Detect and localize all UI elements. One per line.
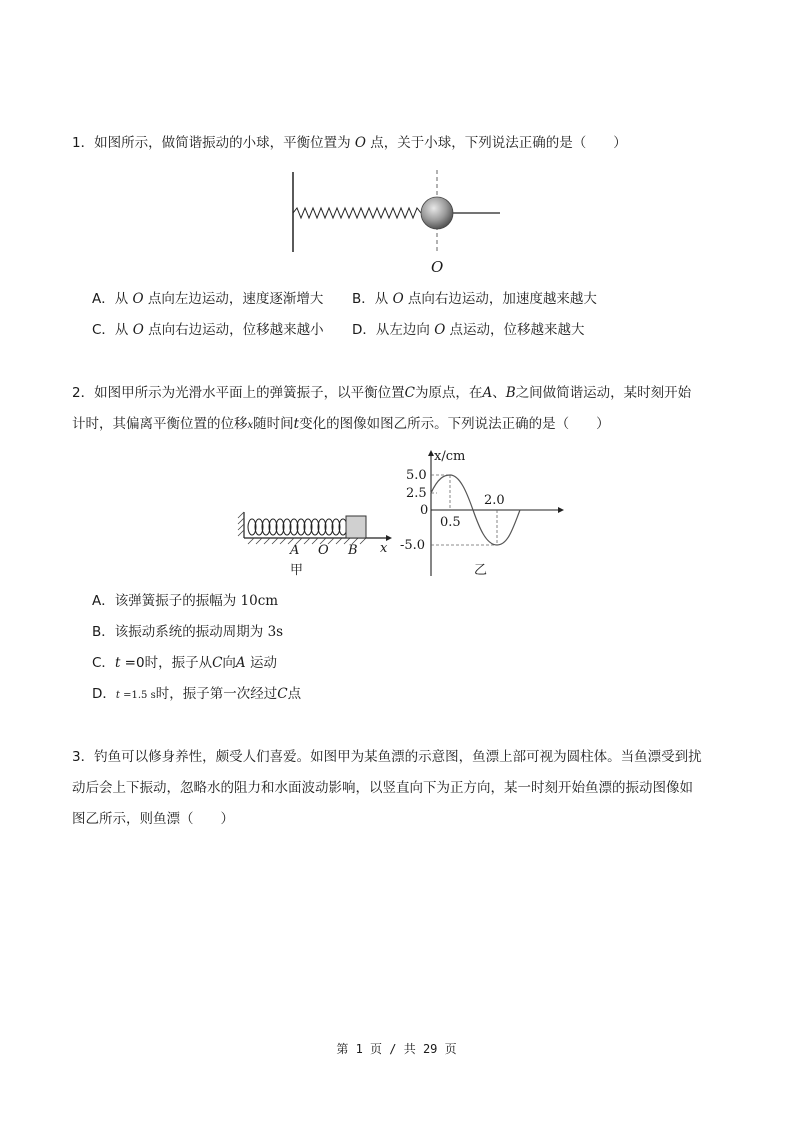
q2-yi-label-5: 5.0: [406, 468, 427, 483]
q2-jia-label-x: x: [380, 541, 388, 556]
q1-spring-ball-figure: [285, 170, 515, 280]
q2-yi-label-y-axis: x/cm: [434, 449, 466, 464]
q2-option-d[interactable]: D．t =1.5 s时，振子第一次经过C点: [92, 686, 302, 702]
q1-option-c[interactable]: C．从 O 点向右边运动，位移越来越小: [92, 322, 324, 338]
q2-yi-label-2-5: 2.5: [406, 486, 427, 501]
q3-stem-line2: 动后会上下振动，忽略水的阻力和水面波动影响，以竖直向下为正方向，某一时刻开始鱼漂的振动图像如: [72, 780, 693, 796]
q2-option-b[interactable]: B．该振动系统的振动周期为 3s: [92, 624, 284, 640]
q1-spring: [293, 208, 421, 218]
q1-stem-text: 1．如图所示，做简谐振动的小球，平衡位置为: [72, 135, 355, 151]
q2-option-c[interactable]: C．t =0时，振子从C向A 运动: [92, 655, 277, 671]
q1-ball: [421, 197, 453, 229]
q2-yi-label-2-0: 2.0: [484, 493, 505, 508]
q2-jia-block: [346, 516, 366, 538]
q1-option-d[interactable]: D．从左边向 O 点运动，位移越来越大: [352, 322, 585, 338]
q2-jia-label-b: B: [348, 543, 358, 558]
q1-stem: [72, 133, 627, 153]
q1-label-o: O: [431, 258, 444, 276]
q1-option-b[interactable]: B．从 O 点向右边运动，加速度越来越大: [352, 291, 597, 307]
q2-option-a[interactable]: A．该弹簧振子的振幅为 10cm: [92, 593, 279, 609]
q2-yi-label-0-5: 0.5: [440, 515, 461, 530]
q2-yi-t-arrow: [558, 507, 564, 513]
q2-stem-line1: 2．如图甲所示为光滑水平面上的弹簧振子，以平衡位置C为原点，在A、B之间做简谐运动，某时刻开始: [72, 385, 692, 401]
q2-jia-label-o: O: [318, 543, 329, 558]
q1-stem-text-2: 点，关于小球，下列说法正确的是（ ）: [365, 135, 627, 151]
q2-stem-line2: 计时，其偏离平衡位置的位移x随时间t变化的图像如图乙所示。下列说法正确的是（ ）: [72, 416, 610, 432]
q2-figure-yi: [400, 448, 580, 583]
q3-stem-line3: 图乙所示，则鱼漂（ ）: [72, 811, 234, 827]
q2-yi-label-0: 0: [420, 503, 429, 518]
q2-jia-spring: [248, 519, 347, 535]
q3-stem-line1: 3．钓鱼可以修身养性，颇受人们喜爱。如图甲为某鱼漂的示意图，鱼漂上部可视为圆柱体。当鱼漂受到扰: [72, 749, 702, 765]
q2-yi-caption: 乙: [474, 563, 488, 578]
q1-stem-o: O: [354, 135, 366, 151]
q2-yi-label-neg5: -5.0: [400, 538, 426, 553]
q2-jia-label-a: A: [290, 543, 300, 558]
page-footer: 第 1 页 / 共 29 页: [336, 1042, 457, 1056]
q1-option-a[interactable]: A．从 O 点向左边运动，速度逐渐增大: [92, 291, 324, 307]
q2-figure-jia: [238, 512, 398, 582]
q2-jia-wall-hatch: [238, 512, 244, 536]
q2-jia-caption: 甲: [290, 563, 304, 578]
